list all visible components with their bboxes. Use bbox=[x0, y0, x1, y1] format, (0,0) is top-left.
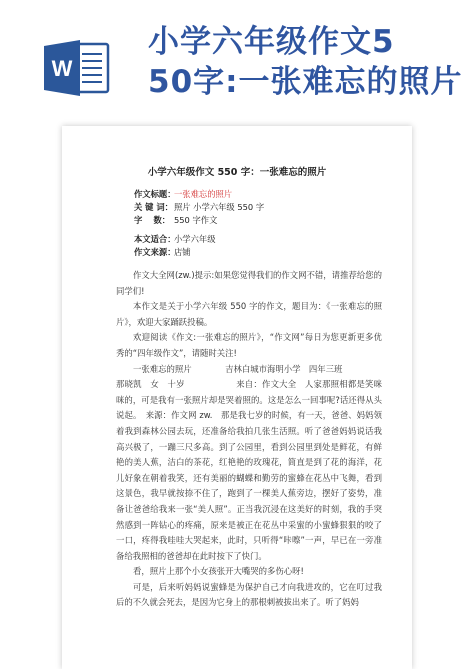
banner-title-line-1: 小学六年级作文5 bbox=[148, 24, 395, 60]
meta-label: 本文适合： bbox=[134, 234, 176, 244]
meta-value: 店铺 bbox=[174, 247, 191, 257]
paragraph: 本作文是关于小学六年级 550 字的作文，题目为：《一张难忘的照片》，欢迎大家踊跃投稿。 bbox=[116, 301, 382, 327]
meta-label: 作文来源： bbox=[134, 247, 176, 257]
paragraph: 作文大全网(zw.)提示:如果您觉得我们的作文网不错，请推荐给您的同学们! bbox=[116, 270, 382, 296]
meta-row-wordcount bbox=[134, 214, 374, 227]
banner-title bbox=[148, 22, 468, 102]
meta-label: 作文标题： bbox=[134, 189, 176, 199]
paragraph: 可是，后来听妈妈说蜜蜂是为保护自己才向我进攻的，它在叮过我后的不久就会死去，是因为它身上的那根刺被拔出来了。听了妈妈 bbox=[116, 581, 382, 608]
document-title: 小学六年级作文 550 字：一张难忘的照片 bbox=[147, 167, 327, 178]
meta-row-source bbox=[134, 246, 374, 259]
meta-row-keywords bbox=[134, 201, 374, 214]
paragraph: 欢迎阅读《作文:一张难忘的照片》，“作文网”每日为您更新更多优秀的“四年级作文”，请随时关注! bbox=[116, 332, 382, 358]
meta-value: 550 字作文 bbox=[174, 215, 218, 225]
metadata-block bbox=[134, 188, 374, 259]
document-body bbox=[116, 268, 382, 611]
banner bbox=[0, 0, 474, 130]
document-page bbox=[62, 126, 412, 669]
word-document-icon bbox=[44, 40, 110, 96]
paragraph: 一张难忘的照片 吉林白城市海明小学 四年三班 bbox=[133, 363, 343, 374]
meta-label: 关 键 词： bbox=[134, 202, 173, 212]
paragraph: 那晓凯 女 十岁 来自：作文大全 人家那照相都是笑咪咪的，可是我有一张照片却是哭着照的。这是怎么一回事呢?话还得从头说起。 来源：作文网 zw. 那是我七岁的时候，有一天，爸爸、妈妈领着我到森林公园去玩，还准备给我拍几张生活照。听了爸爸妈妈说话我高兴极了，一蹦三尺多高。到了公园里，看到公园里到处是鲜花，有鲜艳的美人蕉，洁白的茶花，红艳艳的玫瑰花，简直是到了花的海洋，花儿好象在朝着我笑，还有美丽的蝴蝶和勤劳的蜜蜂在花丛中飞舞，看到这景色，我早就按捺不住了，跑到了一棵美人蕉旁边，摆好了姿势，准备让爸爸给我来一张“美人照”。正当我沉浸在这美好的时刻，我的手突然感到一阵钻心的疼痛，原来是被正在花丛中采蜜的小蜜蜂狠狠的咬了一口，疼得我哇哇大哭起来，此时，只听得“咔嚓”一声，早已在一旁准备给我照相的爸爸却在此时按下了快门。 bbox=[116, 379, 382, 561]
meta-value: 照片 小学六年级 550 字 bbox=[174, 202, 265, 212]
meta-value: 一张难忘的照片 bbox=[174, 189, 233, 199]
word-logo-letter: W bbox=[51, 56, 73, 81]
meta-row-title bbox=[134, 188, 374, 201]
banner-title-line-2: 50字:一张难忘的照片 bbox=[148, 64, 463, 100]
meta-row-audience bbox=[134, 233, 374, 246]
meta-value: 小学六年级 bbox=[174, 234, 216, 244]
paragraph: 看，照片上那个小女孩张开大嘴哭的多伤心呀! bbox=[133, 566, 304, 577]
meta-label: 字 数： bbox=[134, 215, 171, 225]
